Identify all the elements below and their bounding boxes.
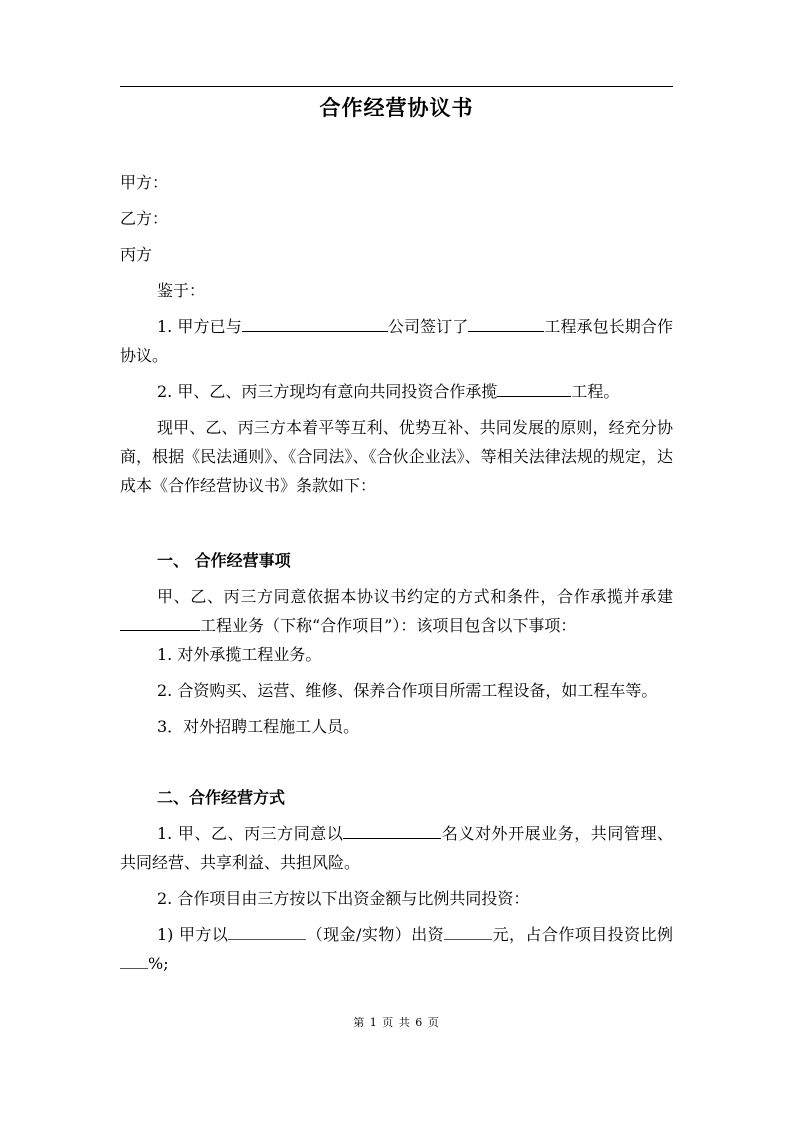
party-a-line: 甲方：	[120, 173, 169, 192]
spacer	[120, 741, 673, 783]
clause-1	[120, 312, 673, 370]
clause-2	[120, 377, 673, 406]
whereas-label: 鉴于：	[157, 281, 206, 300]
clause-2-pre: 2. 甲、乙、丙三方现均有意向共同投资合作承揽	[157, 382, 498, 401]
sub-1-post: %;	[148, 954, 169, 973]
section-2-sub-1	[120, 920, 673, 978]
name-blank	[343, 824, 441, 839]
sub-1-mid1: （现金/实物）出资	[306, 925, 445, 944]
document-body	[120, 168, 673, 978]
page-footer: 第 1 页 共 6 页	[353, 1016, 440, 1029]
section-1-para-pre: 甲、乙、丙三方同意依据本协议书约定的方式和条件，合作承揽并承建	[157, 587, 673, 606]
section-2-item-1-pre: 1. 甲、乙、丙三方同意以	[157, 824, 344, 843]
sub-1-pre: 1) 甲方以	[157, 925, 229, 944]
business-blank	[120, 616, 200, 631]
intro-paragraph: 现甲、乙、丙三方本着平等互利、优势互补、共同发展的原则，经充分协商，根据《民法通则》、《合同法》、《合伙企业法》、等相关法律法规的规定，达成本《合作经营协议书》条款如下：	[120, 418, 673, 495]
section-2-item-2: 2. 合作项目由三方按以下出资金额与比例共同投资：	[157, 889, 530, 908]
header-rule	[120, 86, 673, 87]
party-c-line: 丙方	[120, 245, 153, 264]
section-2-heading: 二、合作经营方式	[157, 788, 286, 807]
clause-1-pre: 1. 甲方已与	[157, 317, 242, 336]
ratio-blank	[120, 954, 148, 969]
method-blank	[228, 925, 306, 940]
section-1-item-3: 3．对外招聘工程施工人员。	[157, 717, 360, 736]
section-1-item-2: 2. 合资购买、运营、维修、保养合作项目所需工程设备，如工程车等。	[157, 681, 658, 700]
project-blank	[468, 317, 544, 332]
section-2-item-1-post: 名义对外开展业务，共同管理、共同经营、共享利益、共担风险。	[120, 824, 673, 872]
clause-1-post: 工程承包长期合作协议。	[120, 317, 673, 365]
amount-blank	[444, 925, 492, 940]
spacer	[120, 500, 673, 546]
section-1-item-1: 1. 对外承揽工程业务。	[157, 645, 322, 664]
clause-2-post: 工程。	[571, 382, 620, 401]
project-blank-2	[497, 382, 571, 397]
document-title: 合作经营协议书	[319, 95, 474, 120]
party-b-line: 乙方：	[120, 209, 169, 228]
section-1-heading: 一、 合作经营事项	[157, 551, 291, 570]
section-2-item-1	[120, 819, 673, 877]
sub-1-mid2: 元，占合作项目投资比例	[492, 925, 673, 944]
clause-1-mid: 公司签订了	[387, 317, 469, 336]
section-1-para-post: 工程业务（下称“合作项目”）：该项目包含以下事项：	[200, 616, 577, 635]
section-1-paragraph	[120, 582, 673, 640]
company-blank	[242, 317, 388, 332]
